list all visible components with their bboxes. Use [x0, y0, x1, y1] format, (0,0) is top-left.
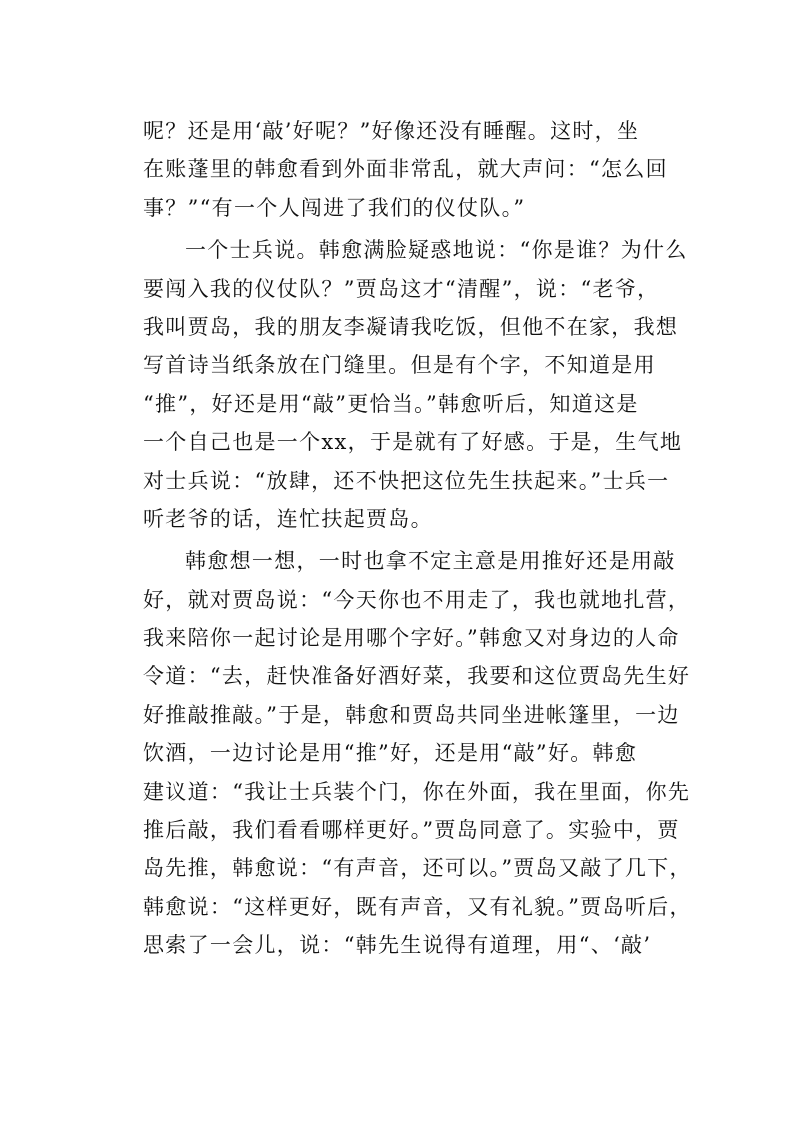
text-line: 韩愈想一想，一时也拿不定主意是用推好还是用敲	[185, 549, 676, 574]
text-line: 好推敲推敲。”于是，韩愈和贾岛共同坐进帐篷里，一边	[143, 702, 680, 727]
text-line: 岛先推，韩愈说：“有声音，还可以。”贾岛又敲了几下，	[143, 856, 692, 881]
text-line: 建议道：“我让士兵装个门，你在外面，我在里面，你先	[143, 779, 691, 804]
text-line: 推后敲，我们看看哪样更好。”贾岛同意了。实验中，贾	[143, 818, 680, 843]
text-line: 在账蓬里的韩愈看到外面非常乱，就大声问：“怎么回	[143, 157, 668, 182]
text-line: 对士兵说：“放肆，还不快把这位先生扶起来。”士兵一	[143, 468, 670, 493]
body-text	[143, 112, 692, 965]
text-line: 令道：“去，赶快准备好酒好菜，我要和这位贾岛先生好	[143, 664, 691, 689]
text-line: 一个自己也是一个xx，于是就有了好感。于是，生气地	[143, 430, 683, 455]
text-line: 韩愈说：“这样更好，既有声音，又有礼貌。”贾岛听后，	[143, 894, 692, 919]
text-line: 思索了一会儿，说：“韩先生说得有道理，用“、‘敲’	[143, 933, 652, 958]
text-line: 听老爷的话，连忙扶起贾岛。	[143, 506, 433, 531]
text-line: 饮酒，一边讨论是用“推”好，还是用“敲”好。韩愈	[143, 741, 638, 766]
text-line: “推”，好还是用“敲”更恰当。”韩愈听后，知道这是	[143, 391, 639, 416]
text-line: 要闯入我的仪仗队？”贾岛这才“清醒”，说：“老爷，	[143, 276, 660, 301]
text-line: 我叫贾岛，我的朋友李凝请我吃饭，但他不在家，我想	[143, 314, 679, 339]
text-line: 一个士兵说。韩愈满脸疑惑地说：“你是谁？为什么	[185, 238, 688, 263]
text-line: 事？”“有一个人闯进了我们的仪仗队。”	[143, 195, 526, 220]
text-line: 呢？还是用‘敲’好呢？”好像还没有睡醒。这时，坐	[143, 119, 640, 143]
text-line: 我来陪你一起讨论是用哪个字好。”韩愈又对身边的人命	[143, 626, 680, 651]
text-line: 写首诗当纸条放在门缝里。但是有个字，不知道是用	[143, 353, 656, 378]
text-line: 好，就对贾岛说：“今天你也不用走了，我也就地扎营，	[143, 587, 691, 612]
